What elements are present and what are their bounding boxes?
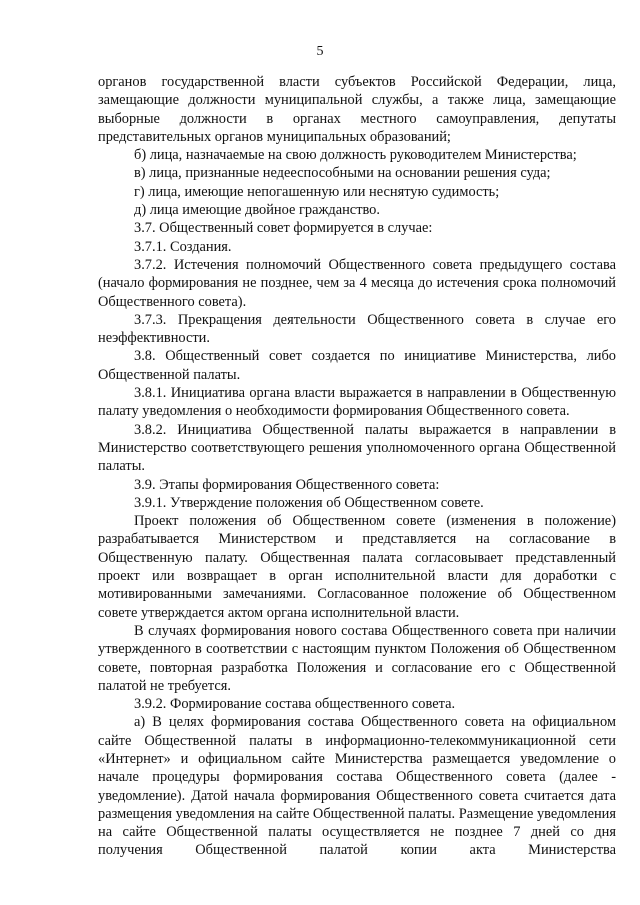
page-number: 5 bbox=[316, 44, 324, 59]
paragraph: 3.8. Общественный совет создается по инициативе Министерства, либо Общественной палаты. bbox=[98, 348, 616, 383]
paragraph: 3.7. Общественный совет формируется в случае: bbox=[134, 220, 433, 237]
paragraph: в) лица, признанные недееспособными на основании решения суда; bbox=[134, 165, 551, 182]
paragraph: В случаях формирования нового состава Общественного совета при наличии утвержденного в соответствии с настоящим пунктом Положения об Общественном совете, повторная разработка Положения и согласование его с Общественной палатой не требуется. bbox=[98, 622, 616, 694]
document-body bbox=[98, 73, 616, 860]
paragraph: д) лица имеющие двойное гражданство. bbox=[134, 202, 380, 219]
paragraph: 3.8.2. Инициатива Общественной палаты выражается в направлении в Министерство соответствующего решения уполномоченного органа Общественной палаты. bbox=[98, 421, 616, 475]
paragraph: 3.7.1. Создания. bbox=[134, 238, 232, 255]
paragraph: а) В целях формирования состава Общественного совета на официальном сайте Общественной палаты в информационно-телекоммуникационной сети «Интернет» и официальном сайте Министерства размещается уведомление о начале процедуры формирования состава Общественного совета (далее - уведомление). Датой начала формирования Общественного совета считается дата размещения уведомления на сайте Общественной палаты. Размещение уведомления на сайте Общественной палаты осуществляется не позднее 7 дней со дня получения Общественной палатой копии акта Министерства bbox=[98, 714, 616, 859]
paragraph: г) лица, имеющие непогашенную или неснятую судимость; bbox=[134, 183, 500, 200]
paragraph: 3.7.2. Истечения полномочий Общественного совета предыдущего состава (начало формирования не позднее, чем за 4 месяца до истечения срока полномочий Общественного совета). bbox=[98, 256, 616, 310]
paragraph: 3.7.3. Прекращения деятельности Общественного совета в случае его неэффективности. bbox=[98, 311, 616, 347]
paragraph: б) лица, назначаемые на свою должность руководителем Министерства; bbox=[134, 147, 577, 164]
paragraph: органов государственной власти субъектов Российской Федерации, лица, замещающие должности муниципальной службы, а также лица, замещающие выборные должности в органах местного самоуправления, депутаты представительных органов муниципальных образований; bbox=[98, 74, 616, 145]
paragraph: 3.9.1. Утверждение положения об Общественном совете. bbox=[134, 494, 484, 511]
paragraph: 3.9.2. Формирование состава общественного совета. bbox=[134, 696, 456, 713]
paragraph: 3.9. Этапы формирования Общественного совета: bbox=[134, 476, 440, 493]
paragraph: 3.8.1. Инициатива органа власти выражается в направлении в Общественную палату уведомления о необходимости формирования Общественного совета. bbox=[98, 385, 616, 420]
paragraph: Проект положения об Общественном совете (изменения в положение) разрабатывается Министерством и представляется на согласование в Общественную палату. Общественная палата согласовывает представленный проект или возвращает в орган исполнительной власти для доработки с мотивированными замечаниями. Согласованное положение об Общественном совете утверждается актом органа исполнительной власти. bbox=[98, 513, 616, 621]
